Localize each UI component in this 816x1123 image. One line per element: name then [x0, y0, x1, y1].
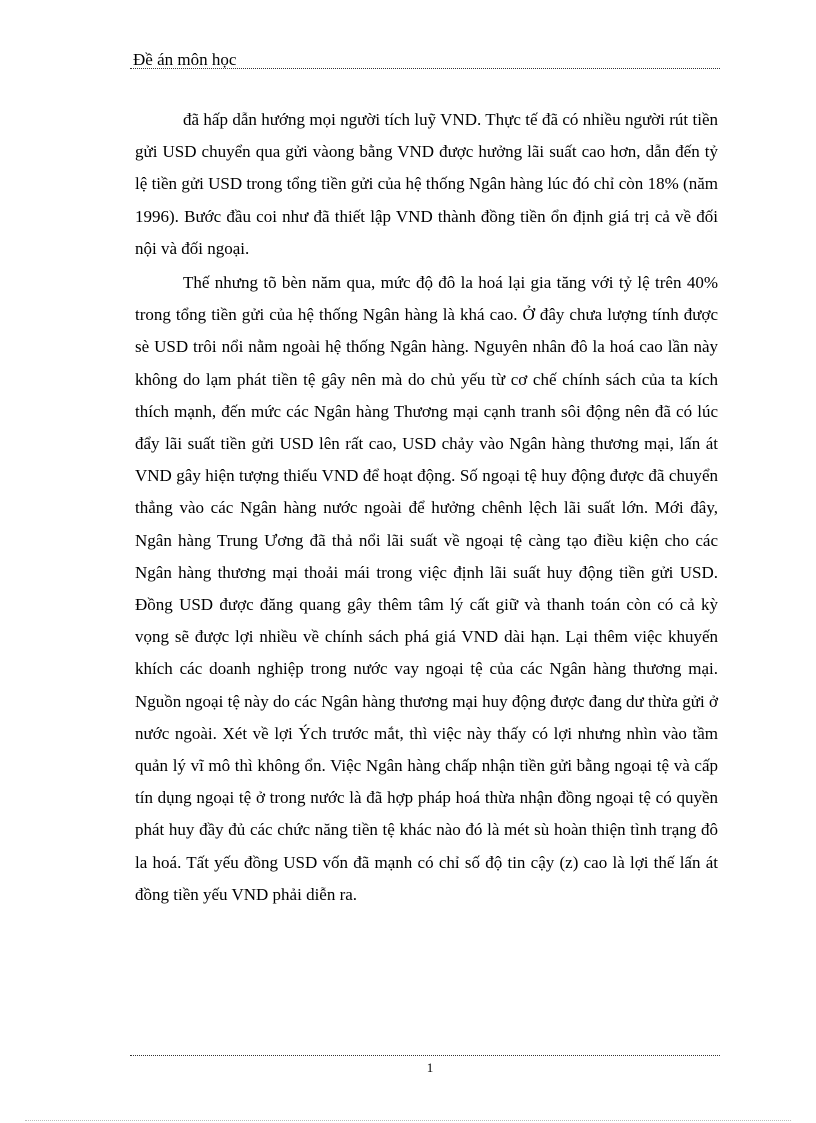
header-divider [130, 68, 720, 69]
paragraph-2: Thế nhưng tõ bèn năm qua, mức độ đô la hoá lại gia tăng với tỷ lệ trên 40% trong tổng tiền gửi của hệ thống Ngân hàng là khá cao. Ở đây chưa lượng tính được sè USD trôi nổi nằm ngoài hệ thống Ngân hàng. Nguyên nhân đô la hoá cao lần này không do lạm phát tiền tệ gây nên mà do chủ yếu từ cơ chế chính sách của ta kích thích mạnh, đến mức các Ngân hàng Thương mại cạnh tranh sôi động nên đã có lúc đẩy lãi suất tiền gửi USD lên rất cao, USD chảy vào Ngân hàng thương mại, lấn át VND gây hiện tượng thiếu VND để hoạt động. Số ngoại tệ huy động được đã chuyển thẳng vào các Ngân hàng nước ngoài để hưởng chênh lệch lãi suất lớn. Mới đây, Ngân hàng Trung Ương đã thả nổi lãi suất về ngoại tệ càng tạo điều kiện cho các Ngân hàng thương mại thoải mái trong việc định lãi suất huy động tiền gửi USD. Đồng USD được đăng quang gây thêm tâm lý cất giữ và thanh toán còn có cả kỳ vọng sẽ được lợi nhiều về chính sách phá giá VND dài hạn. Lại thêm việc khuyến khích các doanh nghiệp trong nước vay ngoại tệ của các Ngân hàng thương mại. Nguồn ngoại tệ này do các Ngân hàng thương mại huy động được đang dư thừa gửi ở nước ngoài. Xét về lợi Ých trước mắt, thì việc này thấy có lợi nhưng nhìn vào tầm quản lý vĩ mô thì không ổn. Việc Ngân hàng chấp nhận tiền gửi bằng ngoại tệ và cấp tín dụng ngoại tệ ở trong nước là đã hợp pháp hoá thừa nhận đồng ngoại tệ có quyền phát huy đầy đủ các chức năng tiền tệ khác nào đó là mét sù hoàn thiện tình trạng đô la hoá. Tất yếu đồng USD vốn đã mạnh có chỉ số độ tin cậy (z) cao là lợi thế lấn át đồng tiền yếu VND phải diễn ra. [135, 273, 718, 904]
header-title: Đề án môn học [133, 50, 237, 69]
body-text [135, 104, 718, 911]
footer-divider [130, 1055, 720, 1056]
paragraph-1: đã hấp dẫn hướng mọi người tích luỹ VND. Thực tế đã có nhiều người rút tiền gửi USD chuyển qua gửi vàong bằng VND được hưởng lãi suất cao hơn, dẫn đến tỷ lệ tiền gửi USD trong tổng tiền gửi của hệ thống Ngân hàng lúc đó chỉ còn 18% (năm 1996). Bước đầu coi như đã thiết lập VND thành đồng tiền ổn định giá trị cả về đối nội và đối ngoại. [135, 110, 718, 258]
page-number: 1 [426, 1060, 434, 1075]
page-boundary [25, 1120, 791, 1121]
